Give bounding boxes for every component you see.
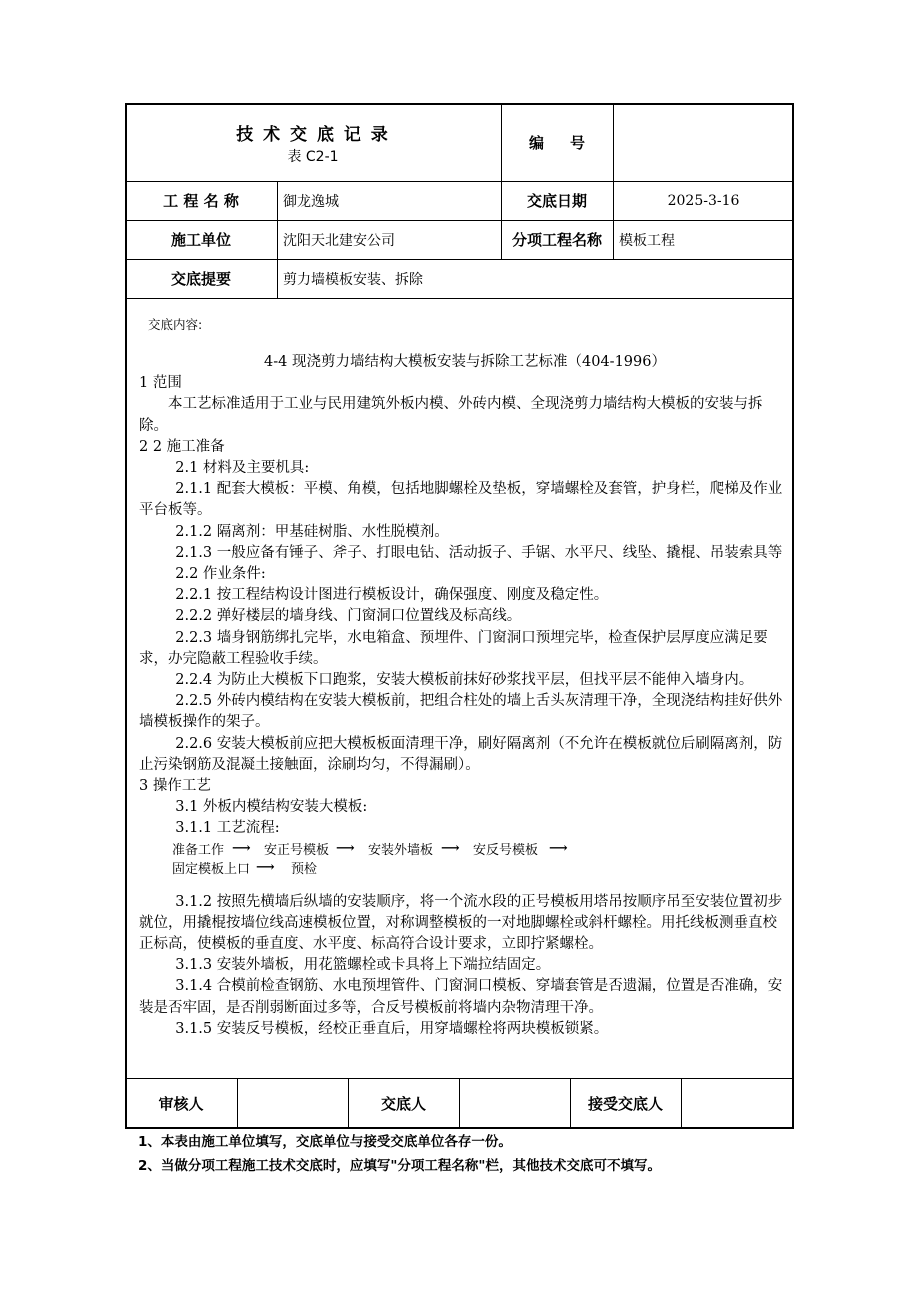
sub-project-value[interactable]: 模板工程 xyxy=(619,232,675,249)
form-code: 表 C2-1 xyxy=(287,149,339,165)
unit-label: 施工单位 xyxy=(170,231,231,249)
form-title: 技 术 交 底 记 录 xyxy=(236,124,390,145)
flow-step: 安正号模板 xyxy=(264,842,330,858)
paragraph: 3.1.3 安装外墙板，用花篮螺栓或卡具将上下端拉结固定。 xyxy=(175,957,551,974)
note-line: 2、当做分项工程施工技术交底时，应填写"分项工程名称"栏，其他技术交底可不填写。 xyxy=(138,1158,661,1174)
flow-arrow: ⟶ xyxy=(441,840,460,856)
paragraph: 2.1.3 一般应备有锤子、斧子、打眼电钻、活动扳子、手锯、水平尺、线坠、撬棍、吊装索具等 xyxy=(175,544,783,561)
process-flow xyxy=(139,840,791,880)
section-heading: 2 2 施工准备 xyxy=(139,438,225,455)
paragraph: 3.1.4 合模前检查钢筋、水电预埋管件、门窗洞口模板、穿墙套管是否遗漏，位置是否准确，安装是否牢固，是否削弱断面过多等，合反号模板前将墙内杂物清理干净。 xyxy=(139,978,783,1016)
sub-project-label: 分项工程名称 xyxy=(511,231,602,249)
summary-value[interactable]: 剪力墙模板安装、拆除 xyxy=(283,271,423,288)
reviewer-signature[interactable] xyxy=(237,1078,348,1129)
date-value[interactable]: 2025-3-16 xyxy=(667,192,740,209)
paragraph: 3.1.1 工艺流程: xyxy=(175,820,280,837)
number-label: 编 号 xyxy=(528,133,586,152)
paragraph: 2.2 作业条件: xyxy=(175,566,266,583)
paragraph: 2.2.1 按工程结构设计图进行模板设计，确保强度、刚度及稳定性。 xyxy=(175,587,609,604)
section-heading: 1 范围 xyxy=(139,375,182,392)
project-name-value[interactable]: 御龙逸城 xyxy=(283,193,339,210)
col-divider xyxy=(613,220,614,259)
content-label: 交底内容: xyxy=(148,317,203,332)
flow-step: 预检 xyxy=(291,861,318,877)
project-name-label: 工 程 名 称 xyxy=(163,192,239,210)
paragraph: 本工艺标准适用于工业与民用建筑外板内模、外砖内模、全现浇剪力墙结构大模板的安装与拆除。 xyxy=(139,396,763,434)
discloser-signature[interactable] xyxy=(459,1078,570,1129)
paragraph: 2.1.2 隔离剂：甲基硅树脂、水性脱模剂。 xyxy=(175,523,449,540)
paragraph: 2.2.6 安装大模板前应把大模板板面清理干净，刷好隔离剂（不允许在模板就位后刷隔离剂，防止污染钢筋及混凝土接触面，涂刷均匀，不得漏刷）。 xyxy=(139,735,783,773)
summary-label: 交底提要 xyxy=(170,270,231,288)
reviewer-label: 审核人 xyxy=(158,1095,204,1113)
paragraph: 2.1.1 配套大模板：平模、角模，包括地脚螺栓及垫板，穿墙螺栓及套管，护身栏，爬梯及作业平台板等。 xyxy=(139,481,783,519)
flow-arrow: ⟶ xyxy=(256,859,275,875)
flow-step: 安反号模板 xyxy=(473,842,539,858)
flow-step: 固定模板上口 xyxy=(172,861,251,877)
paragraph: 3.1 外板内模结构安装大模板: xyxy=(175,799,368,816)
paragraph: 3.1.5 安装反号模板，经校正垂直后，用穿墙螺栓将两块模板锁紧。 xyxy=(175,1020,609,1037)
flow-step: 安装外墙板 xyxy=(368,842,434,858)
paragraph: 2.2.2 弹好楼层的墙身线、门窗洞口位置线及标高线。 xyxy=(175,608,522,625)
receiver-label: 接受交底人 xyxy=(587,1095,663,1113)
notes xyxy=(138,1130,661,1178)
row-divider xyxy=(125,298,794,299)
flow-arrow: ⟶ xyxy=(549,840,568,856)
note-line: 1、本表由施工单位填写，交底单位与接受交底单位各存一份。 xyxy=(138,1134,512,1150)
section-heading: 3 操作工艺 xyxy=(139,778,211,795)
col-divider xyxy=(277,181,278,298)
number-value[interactable] xyxy=(613,103,794,181)
unit-value[interactable]: 沈阳天北建安公司 xyxy=(283,232,395,249)
content-title: 4-4 现浇剪力墙结构大模板安装与拆除工艺标准（404-1996） xyxy=(264,354,666,370)
flow-step: 准备工作 xyxy=(172,842,225,858)
receiver-signature[interactable] xyxy=(681,1078,794,1129)
paragraph: 2.2.5 外砖内模结构在安装大模板前，把组合柱处的墙上舌头灰清理干净，全现浇结构挂好供外墙模板操作的架子。 xyxy=(139,693,783,731)
paragraph: 2.2.4 为防止大模板下口跑浆，安装大模板前抹好砂浆找平层，但找平层不能伸入墙身内。 xyxy=(175,672,754,689)
flow-arrow: ⟶ xyxy=(232,840,251,856)
paragraph: 2.1 材料及主要机具: xyxy=(175,460,310,477)
discloser-label: 交底人 xyxy=(380,1095,426,1113)
content-body xyxy=(139,352,791,1040)
paragraph: 2.2.3 墙身钢筋绑扎完毕，水电箱盒、预埋件、门窗洞口预埋完毕，检查保护层厚度应满足要求，办完隐蔽工程验收手续。 xyxy=(139,629,768,667)
flow-arrow: ⟶ xyxy=(336,840,355,856)
paragraph: 3.1.2 按照先横墙后纵墙的安装顺序，将一个流水段的正号模板用塔吊按顺序吊至安装位置初步就位，用撬棍按墙位线高速模板位置，对称调整模板的一对地脚螺栓或斜杆螺栓。用托线板测垂直校正标高，使模板的垂直度、水平度、标高符合设计要求，立即拧紧螺栓。 xyxy=(139,893,783,953)
date-label: 交底日期 xyxy=(526,192,587,210)
